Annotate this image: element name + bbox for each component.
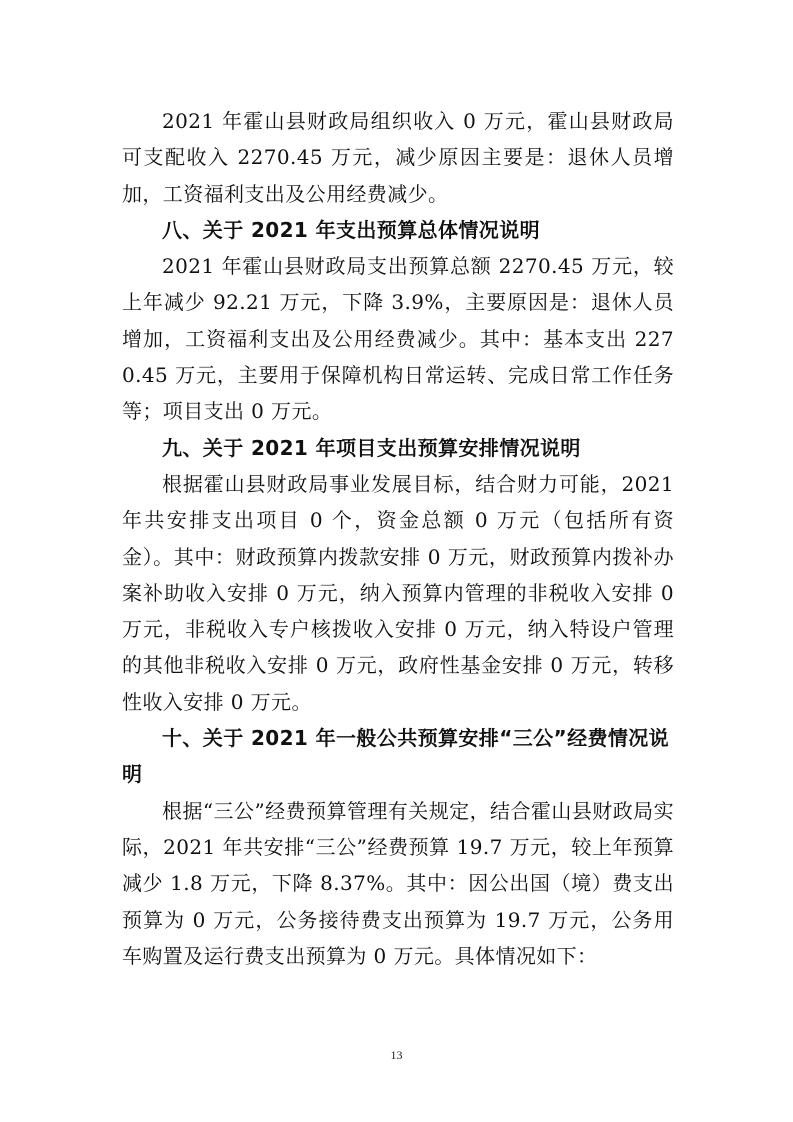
section-heading-8: 八、关于 2021 年支出预算总体情况说明	[162, 217, 540, 242]
paragraph-projects: 根据霍山县财政局事业发展目标，结合财力可能，2021 年共安排支出项目 0 个，资金总额 0 万元（包括所有资金）。其中：财政预算内拨款安排 0 万元，财政预算内拨补办案补助收入安排 0 万元，纳入预算内管理的非税收入安排 0 万元，非税收入专户核拨收入安排 0 万元，纳入特设户管理的其他非税收入安排 0 万元，政府性基金安排 0 万元，转移性收入安排 0 万元。	[122, 471, 674, 714]
section-heading-9: 九、关于 2021 年项目支出预算安排情况说明	[162, 435, 581, 460]
page-number: 13	[390, 1048, 403, 1062]
section-heading-10: 十、关于 2021 年一般公共预算安排“三公”经费情况说明	[122, 726, 670, 787]
document-body	[122, 103, 674, 974]
paragraph-three-public: 根据“三公”经费预算管理有关规定，结合霍山县财政局实际，2021 年共安排“三公”经费预算 19.7 万元，较上年预算减少 1.8 万元，下降 8.37%。其中：因公出国（境）费支出预算为 0 万元，公务接待费支出预算为 19.7 万元，公务用车购置及运行费支出预算为 0 万元。具体情况如下：	[122, 798, 674, 968]
paragraph-income: 2021 年霍山县财政局组织收入 0 万元，霍山县财政局可支配收入 2270.45 万元，减少原因主要是：退休人员增加，工资福利支出及公用经费减少。	[122, 109, 674, 206]
paragraph-expenditure: 2021 年霍山县财政局支出预算总额 2270.45 万元，较上年减少 92.21 万元，下降 3.9%，主要原因是：退休人员增加，工资福利支出及公用经费减少。其中：基本支出 2270.45 万元，主要用于保障机构日常运转、完成日常工作任务等；项目支出 0 万元。	[122, 254, 674, 424]
